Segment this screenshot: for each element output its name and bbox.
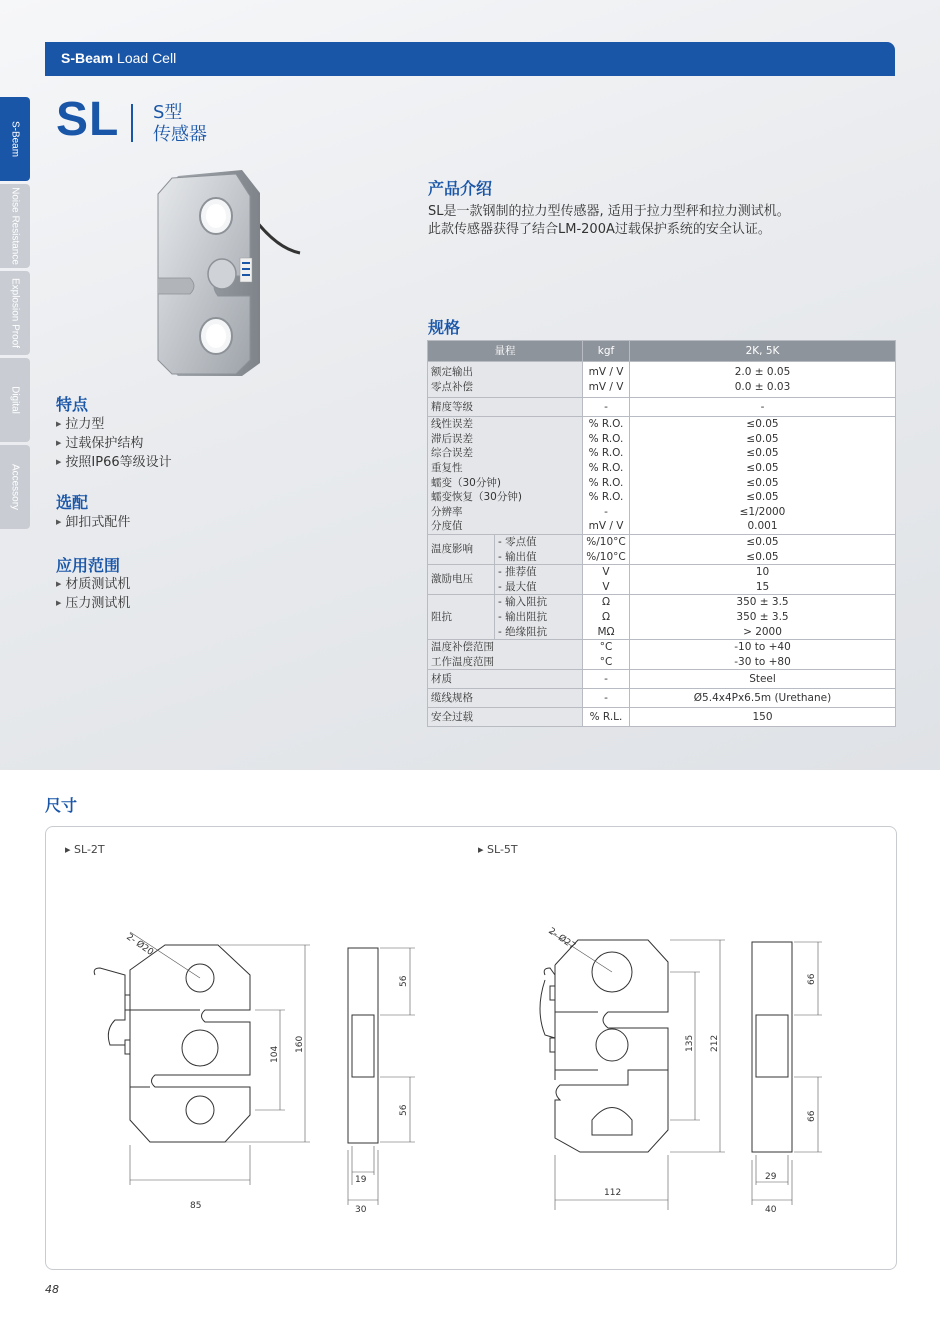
table-row: 温度补偿范围 工作温度范围 °C °C -10 to +40 -30 to +80 <box>428 640 896 670</box>
model-type: S型 传感器 <box>153 102 207 145</box>
side-tab-s-beam[interactable]: S-Beam <box>0 97 30 181</box>
svg-text:29: 29 <box>765 1172 777 1182</box>
product-image <box>150 168 310 378</box>
svg-text:160: 160 <box>295 1035 305 1053</box>
svg-text:135: 135 <box>685 1034 695 1052</box>
table-row: 精度等级 - - <box>428 398 896 417</box>
svg-text:85: 85 <box>190 1201 202 1211</box>
sl2t-drawing <box>90 920 420 1220</box>
model-name: SL <box>56 93 120 146</box>
svg-text:66: 66 <box>807 1110 817 1122</box>
options-heading: 选配 <box>56 493 89 512</box>
spec-heading: 规格 <box>428 318 461 337</box>
table-row: 量程 kgf 2K, 5K <box>428 341 896 362</box>
spec-table <box>427 340 896 727</box>
intro-heading: 产品介绍 <box>428 179 493 198</box>
list-item: ▶ 卸扣式配件 <box>56 513 130 532</box>
side-tabs <box>0 97 30 532</box>
page-number: 48 <box>45 1283 59 1296</box>
svg-text:212: 212 <box>710 1034 720 1052</box>
sl5t-label: ▸ SL-5T <box>478 843 518 856</box>
table-row: 线性误差 滞后误差 综合误差 重复性 蠕变（30分钟) 蠕变恢复（30分钟) 分辨率 分度值 % R.O. % R.O. % R.O. % R.O. % R.O. % R.O. - mV / V ≤0.05 ≤0.05 ≤0.05 ≤0.05 ≤0.05 ≤0.05 ≤1/2000 0.001 <box>428 417 896 535</box>
table-row: 阻抗 - 输入阻抗 - 输出阻抗 - 绝缘阻抗 Ω Ω MΩ 350 ± 3.5 350 ± 3.5 > 2000 <box>428 595 896 640</box>
list-item: ▶ 材质测试机 <box>56 575 130 594</box>
table-row: 材质 - Steel <box>428 670 896 689</box>
features-heading: 特点 <box>56 395 89 414</box>
list-item: ▶ 过载保护结构 <box>56 434 172 453</box>
options-list <box>56 513 130 532</box>
header-title: S-Beam Load Cell <box>61 50 177 66</box>
side-tab-explosion-proof[interactable]: Explosion Proof <box>0 271 30 355</box>
sl5t-drawing <box>500 920 840 1220</box>
side-tab-noise-resistance[interactable]: Noise Resistance <box>0 184 30 268</box>
svg-text:66: 66 <box>807 973 817 985</box>
svg-text:40: 40 <box>765 1205 777 1215</box>
features-list <box>56 415 172 472</box>
applications-heading: 应用范围 <box>56 556 121 575</box>
table-row: 额定输出 零点补偿 mV / V mV / V 2.0 ± 0.05 0.0 ± 0.03 <box>428 362 896 398</box>
applications-list <box>56 575 130 613</box>
svg-text:112: 112 <box>604 1188 622 1198</box>
side-tab-digital[interactable]: Digital <box>0 358 30 442</box>
svg-text:2- Ø20: 2- Ø20 <box>124 932 155 958</box>
list-item: ▶ 压力测试机 <box>56 594 130 613</box>
svg-text:56: 56 <box>399 975 409 987</box>
header-bar <box>45 42 895 76</box>
table-row: 激励电压 - 推荐值 - 最大值 V V 10 15 <box>428 565 896 595</box>
list-item: ▶ 拉力型 <box>56 415 172 434</box>
svg-text:56: 56 <box>399 1104 409 1116</box>
svg-text:19: 19 <box>355 1175 367 1185</box>
list-item: ▶ 按照IP66等级设计 <box>56 453 172 472</box>
model-separator <box>131 104 133 142</box>
side-tab-accessory[interactable]: Accessory <box>0 445 30 529</box>
svg-text:30: 30 <box>355 1205 367 1215</box>
table-row: 安全过载 % R.L. 150 <box>428 708 896 727</box>
svg-text:104: 104 <box>270 1045 280 1063</box>
svg-text:2- Ø27: 2- Ø27 <box>546 926 577 952</box>
intro-text: SL是一款钢制的拉力型传感器, 适用于拉力型秤和拉力测试机。 此款传感器获得了结合LM-200A过载保护系统的安全认证。 <box>428 204 790 237</box>
table-row: 温度影响 - 零点值 - 输出值 %/10°C %/10°C ≤0.05 ≤0.05 <box>428 534 896 564</box>
table-row: 缆线规格 - Ø5.4x4Px6.5m (Urethane) <box>428 689 896 708</box>
dimensions-heading: 尺寸 <box>45 796 78 815</box>
sl2t-label: ▸ SL-2T <box>65 843 105 856</box>
